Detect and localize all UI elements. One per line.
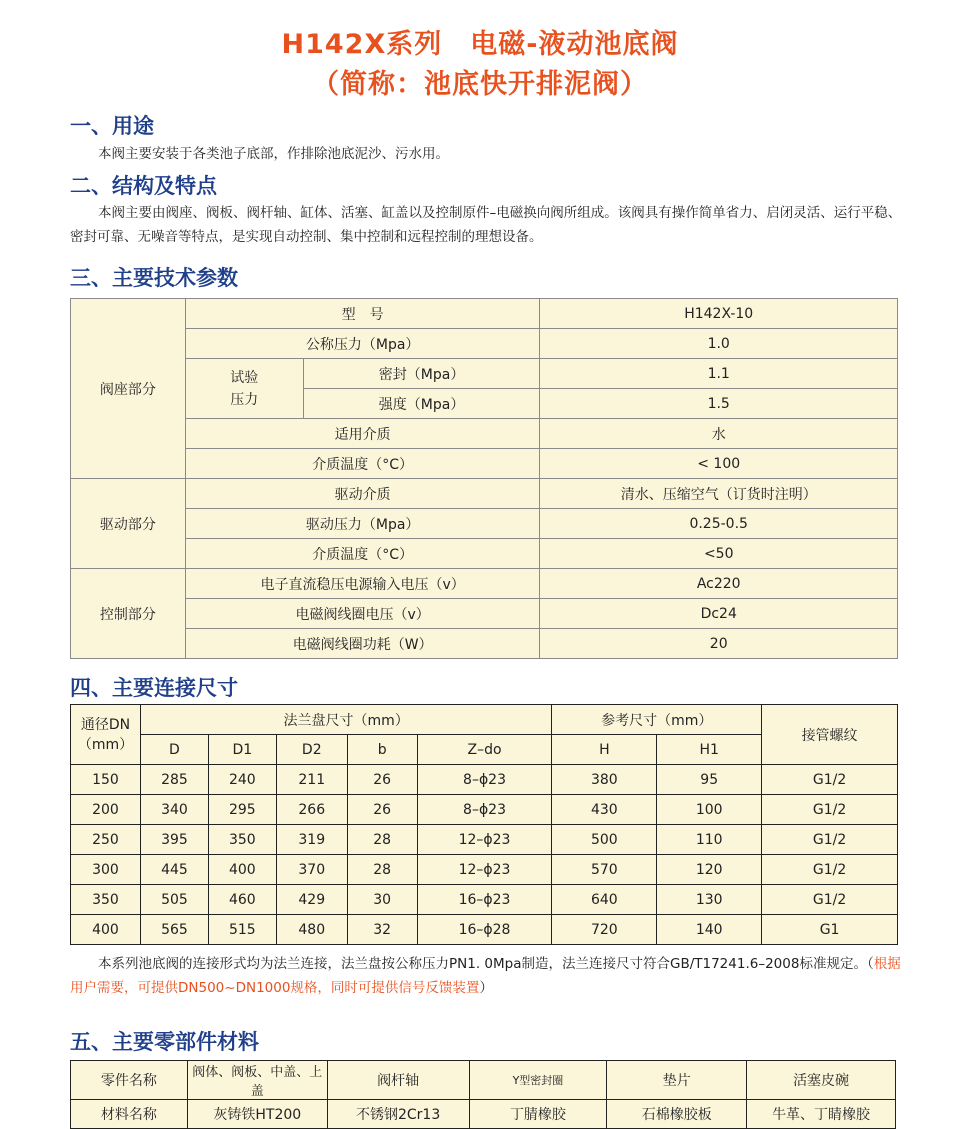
table-row <box>71 629 898 659</box>
table-cell: 阀杆轴 <box>327 1061 469 1100</box>
table-cell: 480 <box>276 915 347 945</box>
table-cell: G1/2 <box>762 795 898 825</box>
table-cell: G1/2 <box>762 855 898 885</box>
param-value: 1.1 <box>540 359 898 389</box>
table-cell: 100 <box>657 795 762 825</box>
table-cell: 阀体、阀板、中盖、上盖 <box>187 1061 327 1100</box>
test-pressure-label-line1: 试验 <box>230 369 259 386</box>
section-heading-tech-params: 三、主要技术参数 <box>70 266 238 290</box>
table-row <box>71 299 898 329</box>
param-value: 1.5 <box>540 389 898 419</box>
test-pressure-label <box>185 359 303 419</box>
table-cell: 140 <box>657 915 762 945</box>
table-cell: 材料名称 <box>71 1100 188 1129</box>
table-cell: 505 <box>140 885 208 915</box>
column-header: D2 <box>276 735 347 765</box>
table-cell: 350 <box>71 885 141 915</box>
table-cell: 110 <box>657 825 762 855</box>
param-value: 20 <box>540 629 898 659</box>
table-row <box>71 765 898 795</box>
param-value: <50 <box>540 539 898 569</box>
param-value: 0.25-0.5 <box>540 509 898 539</box>
table-cell: 16–ϕ28 <box>417 915 552 945</box>
param-value: 清水、压缩空气（订货时注明） <box>540 479 898 509</box>
column-header: D <box>140 735 208 765</box>
table-cell: 400 <box>71 915 141 945</box>
param-label: 适用介质 <box>185 419 540 449</box>
table-cell: 200 <box>71 795 141 825</box>
table-cell: 12–ϕ23 <box>417 825 552 855</box>
tech-params-table <box>70 298 898 659</box>
table-cell: 26 <box>347 795 417 825</box>
table-cell: 12–ϕ23 <box>417 855 552 885</box>
table-row <box>71 825 898 855</box>
table-row <box>71 569 898 599</box>
column-header: H <box>552 735 657 765</box>
param-label: 电磁阀线圈功耗（W） <box>185 629 540 659</box>
materials-table <box>70 1060 896 1129</box>
param-label: 驱动压力（Mpa） <box>185 509 540 539</box>
dims-note <box>70 952 908 1000</box>
table-cell: 380 <box>552 765 657 795</box>
page-subtitle: （简称：池底快开排泥阀） <box>312 69 648 100</box>
table-cell: 灰铸铁HT200 <box>187 1100 327 1129</box>
table-cell: G1/2 <box>762 825 898 855</box>
section-heading-materials: 五、主要零部件材料 <box>70 1030 259 1054</box>
dn-header-line1: 通径DN <box>80 716 131 733</box>
table-row <box>71 509 898 539</box>
table-row <box>71 915 898 945</box>
param-label: 电子直流稳压电源输入电压（v） <box>185 569 540 599</box>
dn-header-line2: （mm） <box>77 736 134 753</box>
param-value: Dc24 <box>540 599 898 629</box>
section-heading-usage: 一、用途 <box>70 114 154 138</box>
table-cell: 28 <box>347 855 417 885</box>
table-row <box>71 359 898 389</box>
table-cell: 丁腈橡胶 <box>469 1100 607 1129</box>
dims-note-highlight: 根据用户需要，可提供DN500~DN1000规格，同时可提供信号反馈装置 <box>70 956 901 996</box>
materials-table-body <box>71 1061 896 1129</box>
dims-note-end: ） <box>479 980 493 996</box>
table-cell: 370 <box>276 855 347 885</box>
table-cell: G1 <box>762 915 898 945</box>
ref-header: 参考尺寸（mm） <box>552 705 762 735</box>
param-label: 公称压力（Mpa） <box>185 329 540 359</box>
group-label-seat: 阀座部分 <box>71 299 186 479</box>
table-row <box>71 885 898 915</box>
table-cell: 640 <box>552 885 657 915</box>
test-pressure-label-line2: 压力 <box>230 391 259 408</box>
page-title: H142X系列 电磁-液动池底阀 <box>281 29 679 60</box>
table-cell: 130 <box>657 885 762 915</box>
table-cell: 28 <box>347 825 417 855</box>
dn-header <box>71 705 141 765</box>
table-cell: 395 <box>140 825 208 855</box>
table-cell: 295 <box>208 795 276 825</box>
column-header: H1 <box>657 735 762 765</box>
param-value: 1.0 <box>540 329 898 359</box>
column-header: D1 <box>208 735 276 765</box>
table-cell: G1/2 <box>762 885 898 915</box>
table-row <box>71 419 898 449</box>
param-value: Ac220 <box>540 569 898 599</box>
section-text-usage: 本阀主要安装于各类池子底部，作排除池底泥沙、污水用。 <box>98 146 449 162</box>
table-cell: 8–ϕ23 <box>417 795 552 825</box>
table-cell: Y型密封圈 <box>469 1061 607 1100</box>
table-cell: 350 <box>208 825 276 855</box>
table-cell: G1/2 <box>762 765 898 795</box>
table-cell: 515 <box>208 915 276 945</box>
table-row <box>71 795 898 825</box>
table-cell: 240 <box>208 765 276 795</box>
table-cell: 211 <box>276 765 347 795</box>
param-label: 强度（Mpa） <box>303 389 540 419</box>
table-cell: 266 <box>276 795 347 825</box>
thread-header: 接管螺纹 <box>762 705 898 765</box>
table-row <box>71 329 898 359</box>
param-label: 型 号 <box>185 299 540 329</box>
table-cell: 26 <box>347 765 417 795</box>
table-cell: 250 <box>71 825 141 855</box>
param-label: 介质温度（°C） <box>185 449 540 479</box>
group-label-drive: 驱动部分 <box>71 479 186 569</box>
table-cell: 16–ϕ23 <box>417 885 552 915</box>
section-text-structure: 本阀主要由阀座、阀板、阀杆轴、缸体、活塞、缸盖以及控制原件–电磁换向阀所组成。该阀具有操作简单省力、启闭灵活、运行平稳、密封可靠、无噪音等特点，是实现自动控制、集中控制和远程控制的理想设备。 <box>70 205 902 245</box>
param-value: H142X-10 <box>540 299 898 329</box>
table-cell: 30 <box>347 885 417 915</box>
table-cell: 95 <box>657 765 762 795</box>
table-cell: 500 <box>552 825 657 855</box>
table-cell: 8–ϕ23 <box>417 765 552 795</box>
table-cell: 460 <box>208 885 276 915</box>
table-cell: 120 <box>657 855 762 885</box>
table-row <box>71 1061 896 1100</box>
column-header: b <box>347 735 417 765</box>
table-cell: 445 <box>140 855 208 885</box>
column-header: Z–do <box>417 735 552 765</box>
table-cell: 300 <box>71 855 141 885</box>
table-row <box>71 479 898 509</box>
group-label-control: 控制部分 <box>71 569 186 659</box>
table-cell: 720 <box>552 915 657 945</box>
param-label: 密封（Mpa） <box>303 359 540 389</box>
table-cell: 429 <box>276 885 347 915</box>
table-cell: 牛革、丁睛橡胶 <box>747 1100 896 1129</box>
table-cell: 150 <box>71 765 141 795</box>
table-cell: 400 <box>208 855 276 885</box>
param-value: 水 <box>540 419 898 449</box>
table-row <box>71 539 898 569</box>
connection-dims-table <box>70 704 898 945</box>
table-cell: 零件名称 <box>71 1061 188 1100</box>
param-value: < 100 <box>540 449 898 479</box>
param-label: 驱动介质 <box>185 479 540 509</box>
dims-table-body <box>71 765 898 945</box>
table-cell: 285 <box>140 765 208 795</box>
table-cell: 570 <box>552 855 657 885</box>
dims-note-text: 本系列池底阀的连接形式均为法兰连接，法兰盘按公称压力PN1. 0Mpa制造，法兰连接尺寸符合GB/T17241.6–2008标准规定。（ <box>98 956 874 972</box>
param-label: 电磁阀线圈电压（v） <box>185 599 540 629</box>
section-heading-structure: 二、结构及特点 <box>70 174 217 198</box>
table-cell: 430 <box>552 795 657 825</box>
table-row <box>71 599 898 629</box>
table-cell: 垫片 <box>607 1061 747 1100</box>
table-cell: 活塞皮碗 <box>747 1061 896 1100</box>
section-heading-dimensions: 四、主要连接尺寸 <box>70 676 238 700</box>
table-row <box>71 1100 896 1129</box>
table-cell: 565 <box>140 915 208 945</box>
table-row <box>71 449 898 479</box>
table-cell: 石棉橡胶板 <box>607 1100 747 1129</box>
table-cell: 32 <box>347 915 417 945</box>
flange-header: 法兰盘尺寸（mm） <box>140 705 551 735</box>
table-cell: 340 <box>140 795 208 825</box>
table-header-row <box>71 705 898 735</box>
param-label: 介质温度（°C） <box>185 539 540 569</box>
table-row <box>71 855 898 885</box>
table-cell: 319 <box>276 825 347 855</box>
table-cell: 不锈钢2Cr13 <box>327 1100 469 1129</box>
